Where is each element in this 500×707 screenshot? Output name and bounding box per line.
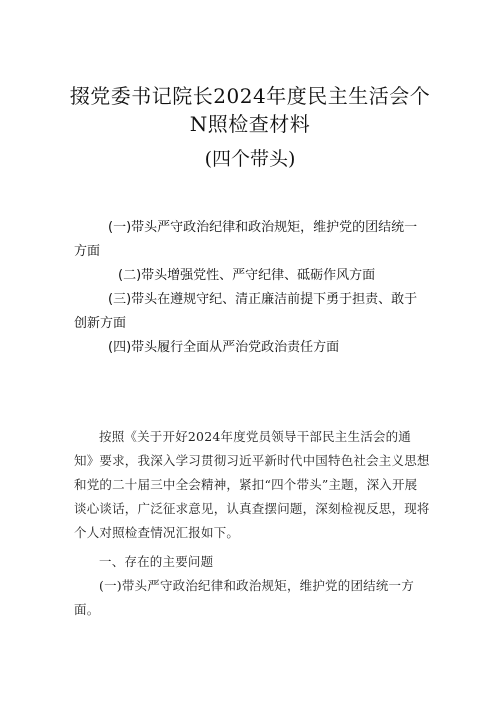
document-title-line1: 掇党委书记院长2024年度民主生活会个 bbox=[69, 84, 431, 108]
toc-item-3: (三)带头在遵规守纪、清正廉洁前提下勇于担责、敢于创新方面 bbox=[74, 292, 418, 331]
document-title-line2: N照检查材料 bbox=[189, 112, 311, 136]
section-heading: 一、存在的主要问题 bbox=[99, 554, 214, 569]
toc-item-4: (四)带头履行全面从严治党政治责任方面 bbox=[108, 340, 340, 355]
toc-item-1: (一)带头严守政治纪律和政治规矩，维护党的团结统一方面 bbox=[74, 220, 418, 259]
intro-paragraph: 按照《关于开好2024年度党员领导干部民主生活会的通知》要求，我深入学习贯彻习近平新时代中国特色社会主义思想和党的二十届三中全会精神，紧扣“四个带头”主题，深入开展谈心谈话，广泛征求意见，认真查摆问题，深刻检视反思，现将个人对照检查情况汇报如下。 bbox=[74, 429, 430, 540]
section-paragraph: (一)带头严守政治纪律和政治规矩，维护党的团结统一方面。 bbox=[74, 578, 414, 617]
toc-item-2: (二)带头增强党性、严守纪律、砥砺作风方面 bbox=[118, 268, 376, 283]
document-subtitle: (四个带头) bbox=[204, 148, 296, 170]
